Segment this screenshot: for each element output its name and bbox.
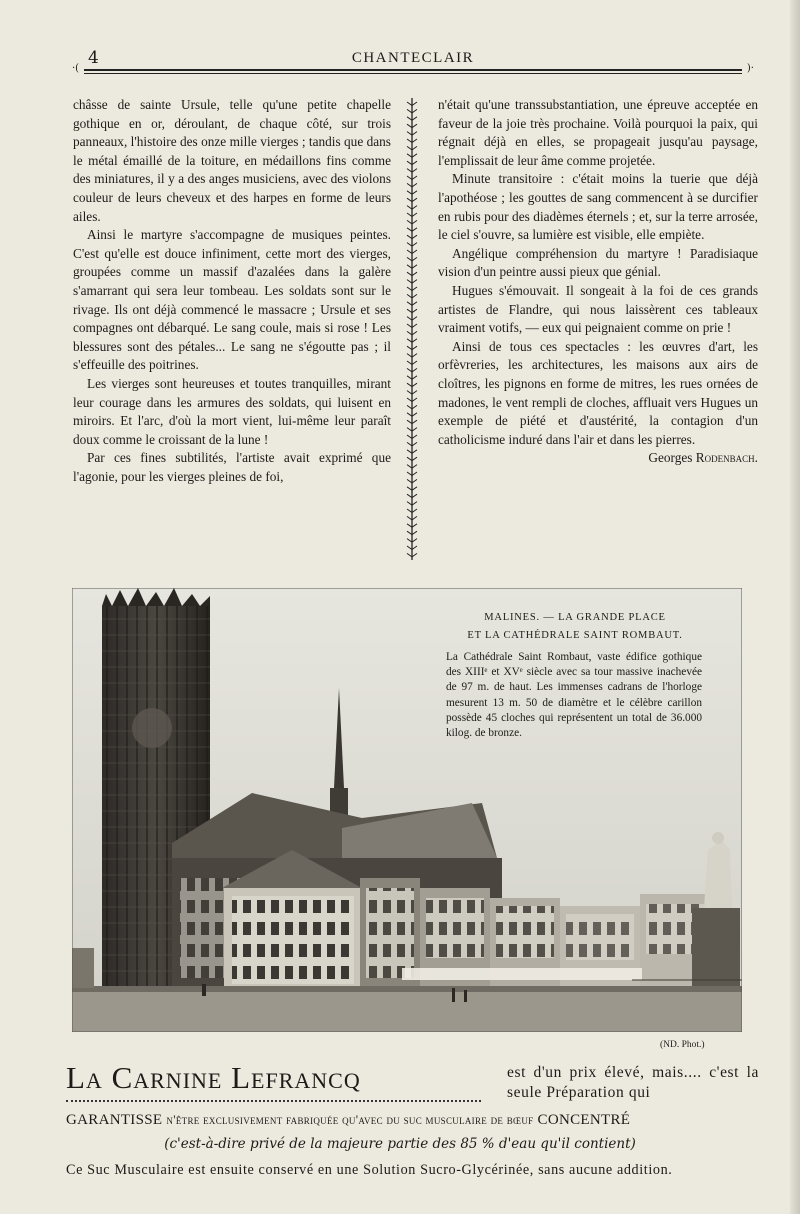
journal-title: CHANTECLAIR <box>351 50 475 66</box>
article-column-right <box>438 96 758 468</box>
article-paragraph: Ainsi le martyre s'accompagne de musiques peintes. C'est qu'elle est douce infiniment, cette mort des vierges, groupées comme un massif d'azalées dans la galère s'amarrant qui sera leur tombeau. Les soldats sont sur le rivage. Ils ont déjà commencé le massacre ; Ursule et ses compagnes ont débarqué. Le sang coule, mais si rose ! Les blessures sont des pétales... Le sang ne s'égoutte pas ; il s'effeuille des poitrines. <box>73 227 391 373</box>
article-paragraph-last: Ainsi de tous ces spectacles : les œuvres d'art, les orfèvreries, les architectures, les maisons aux airs de cloîtres, les pignons en forme de mitres, les rues ornées de madones, le vent rempli de cloches, affluait vers Hugues un exemple de piété et d'austérité, la contagion d'un catholicisme induré dans l'air et dans les pierres. <box>438 338 758 447</box>
article-paragraph: Angélique compréhension du martyre ! Paradisiaque vision d'un peintre aussi pieux que génial. <box>438 245 758 280</box>
author-signature: Georges Rodenbach. <box>648 450 758 466</box>
article-paragraph: n'était qu'une transsubstantiation, une épreuve acceptée en faveur de la joie très prochaine. Voilà pourquoi la paix, qui régnait déjà en elles, se propageait jusqu'au paysage, l'emplissait de leur âme comme projetée. <box>438 97 758 168</box>
advertisement-footer-line: Ce Suc Musculaire est ensuite conservé en une Solution Sucro-Glycérinée, sans aucune addition. <box>66 1162 673 1178</box>
page-number: 4 <box>88 48 99 68</box>
photo-credit: (ND. Phot.) <box>660 1040 705 1050</box>
rule-ornament-left: ·( <box>72 63 80 74</box>
advertisement-brand: La Carnine Lefrancq <box>66 1060 361 1095</box>
photo-caption-title: MALINES. — LA GRANDE PLACE ET LA CATHÉDRALE SAINT ROMBAUT. <box>467 612 683 641</box>
advertisement-guarantee-line: GARANTISSE n'être exclusivement fabriquée qu'avec du suc musculaire de bœuf CONCENTRÉ <box>66 1112 631 1128</box>
article-paragraph: Par ces fines subtilités, l'artiste avait exprimé que l'agonie, pour les vierges pleines de foi, <box>73 450 391 484</box>
article-paragraph <box>438 338 758 468</box>
article-column-left <box>73 96 391 486</box>
article-paragraph: Les vierges sont heureuses et toutes tranquilles, mirant leur courage dans les armures des soldats, qui luisent en miroirs. Et l'arc, d'où la mort vient, lui-même leur paraît doux comme le croissant de la lune ! <box>73 375 391 447</box>
column-divider-ornament <box>405 98 419 560</box>
article-paragraph: Hugues s'émouvait. Il songeait à la foi de ces grands artistes de Flandre, qui nous laissèrent ces tableaux vraiment votifs, — eux qui peignaient comme on prie ! <box>438 282 758 336</box>
page-edge-shadow <box>790 0 800 1214</box>
header-rule <box>84 69 742 74</box>
article-paragraph: châsse de sainte Ursule, telle qu'une petite chapelle gothique en or, déroulant, de chaque côté, sur trois panneaux, l'histoire des onze mille vierges ; tandis que dans le métal émaillé de la toiture, en médaillons fins comme des miniatures, il y a des anges musiciens, avec des violons couleur de leurs cheveux et des harpes en forme de leurs ailes. <box>73 97 391 224</box>
article-paragraph: Minute transitoire : c'était moins la tuerie que déjà l'apothéose ; les gouttes de sang commencent à se durcifier en rubis pour des diadèmes éternels ; et, sur la terre arrosée, le ciel s'ouvre, sa lumière est visible, elle empiète. <box>438 171 758 243</box>
page-header <box>72 48 754 76</box>
photo-caption-text: La Cathédrale Saint Rombaut, vaste édifice gothique des XIIIᵉ et XVᵉ siècle avec sa tour massive inachevée de 97 m. de haut. Les immenses cadrans de l'horloge mesurent 13 m. 50 de diamètre et le célèbre carillon possède 45 cloches qui représentent un total de 36.000 kilog. de bronze. <box>446 651 702 740</box>
rule-ornament-right: )· <box>746 63 754 74</box>
advertisement-side-text: est d'un prix élevé, mais.... c'est la seule Préparation qui <box>507 1064 759 1101</box>
brand-dotted-underline <box>66 1100 481 1102</box>
advertisement-note-line: (c'est-à-dire privé de la majeure partie des 85 % d'eau qu'il contient) <box>164 1136 636 1152</box>
